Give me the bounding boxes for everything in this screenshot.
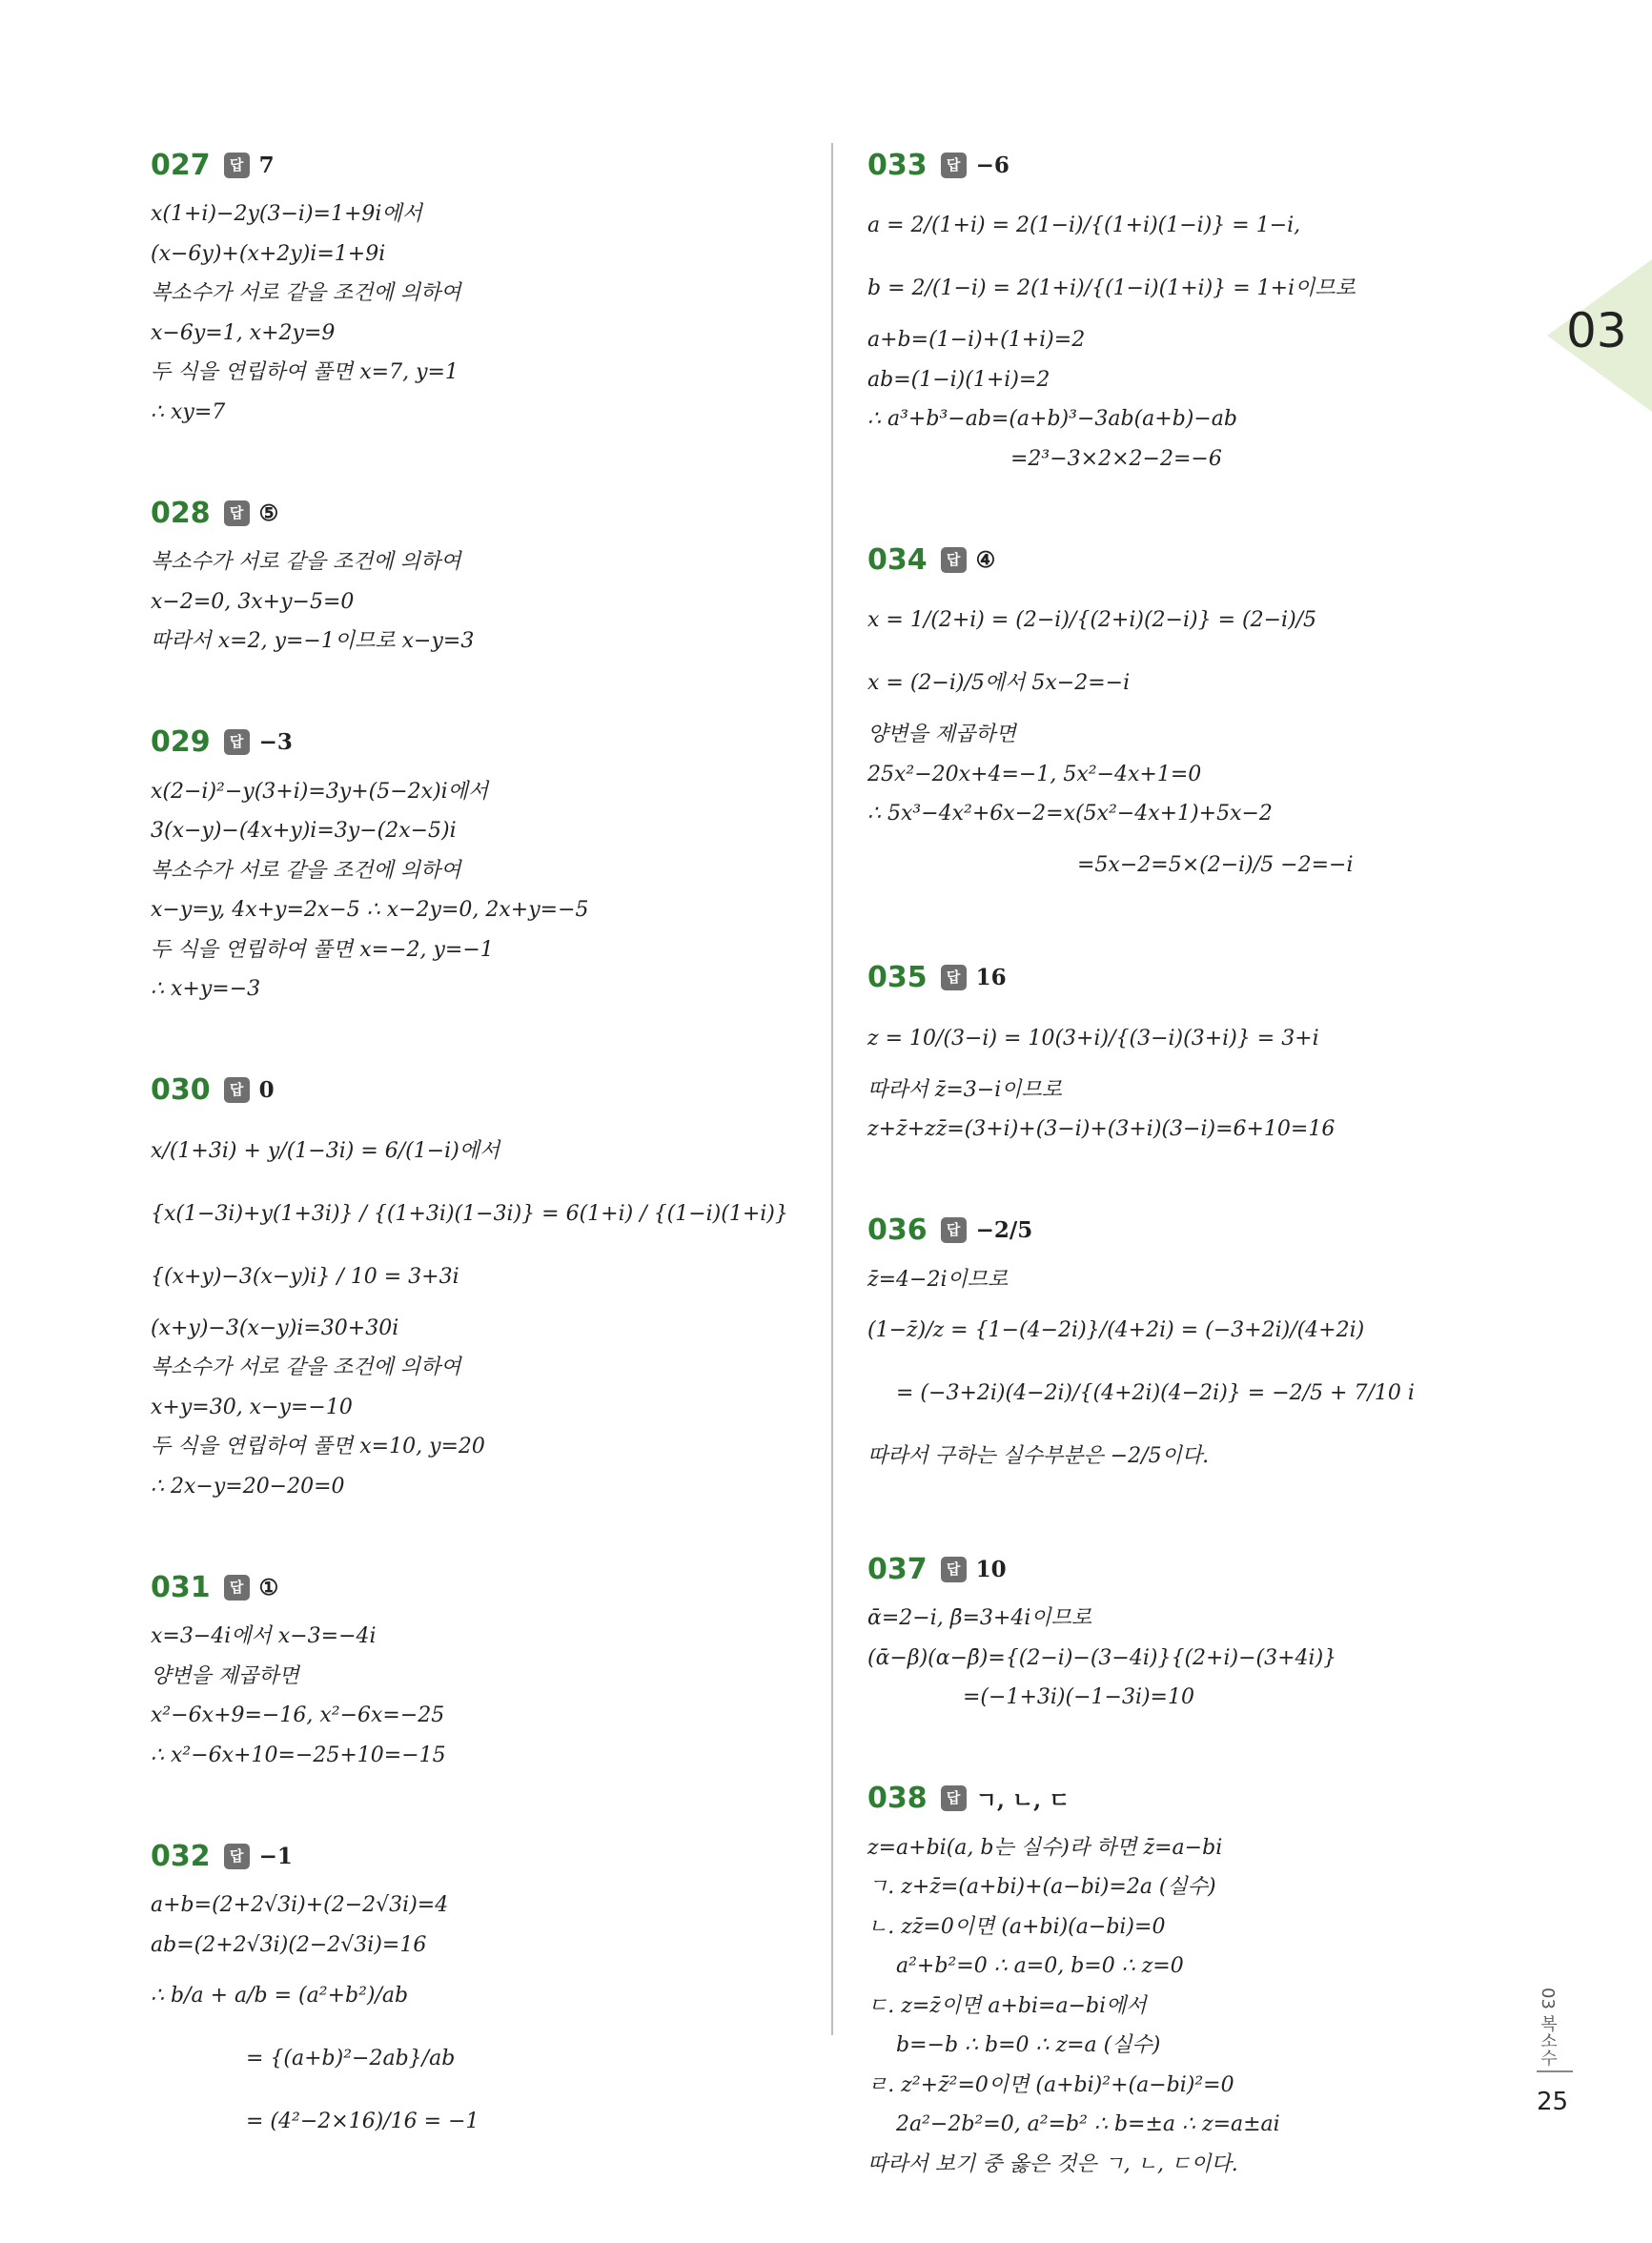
solution-line: 복소수가 서로 같을 조건에 의하여 <box>151 281 461 305</box>
problem-number: 032 <box>151 1839 211 1873</box>
solution-line: 따라서 구하는 실수부분은 −2/5이다. <box>867 1444 1210 1468</box>
answer-value: −3 <box>258 729 293 755</box>
solution-line: 복소수가 서로 같을 조건에 의하여 <box>151 550 461 574</box>
answer-badge: 답 <box>224 1844 250 1869</box>
answer-badge: 답 <box>941 1217 967 1243</box>
solution-line: (x−6y)+(x+2y)i=1+9i <box>151 241 386 266</box>
solution-line: x²−6x+9=−16, x²−6x=−25 <box>151 1703 445 1727</box>
solution-line: = {(a+b)²−2ab}/ab <box>246 2047 456 2070</box>
problem-number: 030 <box>151 1073 211 1107</box>
solution-line: x−2=0, 3x+y−5=0 <box>151 589 355 614</box>
problem-header <box>867 1777 1554 1821</box>
answer-badge: 답 <box>941 547 967 573</box>
problem-number: 033 <box>867 148 928 182</box>
solution-line: 양변을 제곱하면 <box>867 723 1016 746</box>
problem-number: 028 <box>151 496 211 530</box>
solution-line: 2a²−2b²=0, a²=b² ∴ b=±a ∴ z=a±ai <box>896 2112 1280 2136</box>
solution-line: 복소수가 서로 같을 조건에 의하여 <box>151 858 461 883</box>
solution-line: = (4²−2×16)/16 = −1 <box>246 2110 479 2133</box>
page-number-rule <box>1537 2070 1573 2072</box>
solution-line: 두 식을 연립하여 풀면 x=10, y=20 <box>151 1435 485 1458</box>
answer-value: 16 <box>975 965 1007 990</box>
problem-header <box>867 1547 1554 1591</box>
problem-031 <box>151 1565 818 1775</box>
solution-line: a+b=(2+2√3i)+(2−2√3i)=4 <box>151 1893 449 1917</box>
answer-value: 7 <box>258 152 275 178</box>
solution-line: 25x²−20x+4=−1, 5x²−4x+1=0 <box>867 762 1202 786</box>
solution-line: 따라서 보기 중 옳은 것은 ㄱ, ㄴ, ㄷ이다. <box>867 2151 1238 2176</box>
solution-line: ∴ x+y=−3 <box>151 977 261 1001</box>
problem-header <box>151 721 818 765</box>
problem-029 <box>151 721 818 1009</box>
solution-line: = (−3+2i)(4−2i)/{(4+2i)(4−2i)} = −2/5 + 7/10 i <box>896 1381 1415 1405</box>
solution-line: 따라서 x=2, y=−1이므로 x−y=3 <box>151 629 475 653</box>
answer-value: ㄱ, ㄴ, ㄷ <box>975 1787 1071 1813</box>
problem-number: 035 <box>867 961 928 994</box>
solution-line: (1−z̄)/z = {1−(4−2i)}/(4+2i) = (−3+2i)/(4+2i) <box>867 1318 1365 1342</box>
solution-line: 3(x−y)−(4x+y)i=3y−(2x−5)i <box>151 819 457 843</box>
problem-number: 027 <box>151 148 211 182</box>
problem-header <box>151 491 818 535</box>
problem-header <box>867 1209 1554 1253</box>
solution-line: 따라서 z̄=3−i이므로 <box>867 1077 1062 1102</box>
answer-badge: 답 <box>941 1557 967 1582</box>
answer-badge: 답 <box>224 1575 250 1601</box>
solution-line: (ᾱ−β)(α−β̄)={(2−i)−(3−4i)}{(2+i)−(3+4i)} <box>867 1645 1337 1670</box>
solution-line: a = 2/(1+i) = 2(1−i)/{(1+i)(1−i)} = 1−i, <box>867 214 1301 237</box>
solution-line: x = 1/(2+i) = (2−i)/{(2+i)(2−i)} = (2−i)/5 <box>867 608 1317 632</box>
answer-value: −2/5 <box>975 1217 1033 1243</box>
problem-028 <box>151 491 818 662</box>
solution-line: x−y=y, 4x+y=2x−5 ∴ x−2y=0, 2x+y=−5 <box>151 898 589 922</box>
problem-033 <box>867 143 1554 479</box>
solution-line: ∴ xy=7 <box>151 399 226 424</box>
solution-line: =2³−3×2×2−2=−6 <box>1010 446 1222 471</box>
solution-line: ∴ 2x−y=20−20=0 <box>151 1474 345 1499</box>
solution-line: x−6y=1, x+2y=9 <box>151 320 336 345</box>
solution-line: {x(1−3i)+y(1+3i)} / {(1+3i)(1−3i)} = 6(1+i) / {(1−i)(1+i)} <box>151 1201 788 1226</box>
solution-line: =(−1+3i)(−1−3i)=10 <box>963 1685 1194 1709</box>
problem-036 <box>867 1209 1554 1489</box>
problem-032 <box>151 1834 818 2153</box>
problem-030 <box>151 1069 818 1507</box>
answer-badge: 답 <box>224 729 250 755</box>
solution-line: ab=(2+2√3i)(2−2√3i)=16 <box>151 1932 427 1957</box>
solution-line: 복소수가 서로 같을 조건에 의하여 <box>151 1356 461 1379</box>
problem-027 <box>151 143 818 432</box>
solution-line: x/(1+3i) + y/(1−3i) = 6/(1−i)에서 <box>151 1138 500 1163</box>
problem-number: 038 <box>867 1782 928 1815</box>
answer-value: ④ <box>975 546 996 573</box>
solution-line: ᾱ=2−i, β̄=3+4i이므로 <box>867 1606 1092 1630</box>
solution-line: z=a+bi(a, b는 실수)라 하면 z̄=a−bi <box>867 1835 1223 1860</box>
solution-line: b = 2/(1−i) = 2(1+i)/{(1−i)(1+i)} = 1+i이므로 <box>867 276 1356 300</box>
solution-line: z+z̄+zz̄=(3+i)+(3−i)+(3+i)(3−i)=6+10=16 <box>867 1117 1336 1141</box>
solution-line: x(1+i)−2y(3−i)=1+9i에서 <box>151 202 422 226</box>
chapter-tab-label: 03 <box>1566 303 1627 358</box>
solution-line: ㄹ. z²+z̄²=0이면 (a+bi)²+(a−bi)²=0 <box>867 2072 1234 2097</box>
answer-value: 10 <box>975 1556 1007 1582</box>
solution-line: a+b=(1−i)+(1+i)=2 <box>867 328 1086 352</box>
answer-badge: 답 <box>941 1785 967 1811</box>
answer-value: 0 <box>258 1077 275 1103</box>
chapter-tab <box>1547 259 1652 412</box>
solution-line: 두 식을 연립하여 풀면 x=−2, y=−1 <box>151 937 494 962</box>
answer-value: −6 <box>975 152 1010 178</box>
problem-number: 036 <box>867 1213 928 1247</box>
solution-line: z̄=4−2i이므로 <box>867 1267 1009 1292</box>
solution-line: {(x+y)−3(x−y)i} / 10 = 3+3i <box>151 1264 459 1289</box>
answer-badge: 답 <box>224 153 250 178</box>
problem-number: 029 <box>151 725 211 759</box>
answer-badge: 답 <box>941 965 967 990</box>
solution-line: ∴ a³+b³−ab=(a+b)³−3ab(a+b)−ab <box>867 407 1238 431</box>
right-column <box>867 143 1554 2243</box>
solution-line: =5x−2=5×(2−i)/5 −2=−i <box>1077 852 1354 877</box>
column-divider <box>831 143 833 2035</box>
answer-value: ① <box>258 1574 279 1601</box>
answer-badge: 답 <box>941 153 967 178</box>
problem-header <box>867 143 1554 187</box>
page-number: 25 <box>1537 2088 1569 2116</box>
solution-line: ㄴ. zz̄=0이면 (a+bi)(a−bi)=0 <box>867 1914 1166 1939</box>
problem-header <box>151 1834 818 1878</box>
solution-line: ㄱ. z+z̄=(a+bi)+(a−bi)=2a (실수) <box>867 1875 1216 1899</box>
solution-line: (x+y)−3(x−y)i=30+30i <box>151 1315 399 1340</box>
solution-line: x+y=30, x−y=−10 <box>151 1395 353 1419</box>
problem-037 <box>867 1547 1554 1718</box>
problem-034 <box>867 538 1554 897</box>
problem-035 <box>867 956 1554 1150</box>
answer-value: −1 <box>258 1843 293 1869</box>
problem-number: 034 <box>867 542 928 577</box>
solution-line: 양변을 제곱하면 <box>151 1663 299 1688</box>
solution-line: x(2−i)²−y(3+i)=3y+(5−2x)i에서 <box>151 779 489 804</box>
solution-line: ∴ 5x³−4x²+6x−2=x(5x²−4x+1)+5x−2 <box>867 802 1273 826</box>
problem-header <box>867 956 1554 1000</box>
solution-line: ∴ x²−6x+10=−25+10=−15 <box>151 1743 446 1767</box>
solution-line: 두 식을 연립하여 풀면 x=7, y=1 <box>151 360 459 384</box>
problem-number: 031 <box>151 1570 211 1604</box>
left-column <box>151 143 818 2212</box>
solution-line: a²+b²=0 ∴ a=0, b=0 ∴ z=0 <box>896 1954 1184 1978</box>
answer-badge: 답 <box>224 1077 250 1103</box>
answer-badge: 답 <box>224 500 250 526</box>
problem-number: 037 <box>867 1552 928 1586</box>
problem-header <box>151 1565 818 1609</box>
problem-header <box>867 538 1554 581</box>
answer-value: ⑤ <box>258 500 279 526</box>
problem-038 <box>867 1777 1554 2185</box>
solution-line: z = 10/(3−i) = 10(3+i)/{(3−i)(3+i)} = 3+i <box>867 1026 1319 1050</box>
chapter-side-label: 03 복소수 <box>1538 1988 1558 2067</box>
solution-line: ∴ b/a + a/b = (a²+b²)/ab <box>151 1984 409 2008</box>
solution-line: ㄷ. z=z̄이면 a+bi=a−bi에서 <box>867 1993 1147 2018</box>
problem-header <box>151 1069 818 1112</box>
solution-line: b=−b ∴ b=0 ∴ z=a (실수) <box>896 2033 1161 2057</box>
solution-line: x = (2−i)/5에서 5x−2=−i <box>867 671 1131 695</box>
problem-header <box>151 143 818 187</box>
solution-line: x=3−4i에서 x−3=−4i <box>151 1624 377 1648</box>
solution-line: ab=(1−i)(1+i)=2 <box>867 367 1050 392</box>
